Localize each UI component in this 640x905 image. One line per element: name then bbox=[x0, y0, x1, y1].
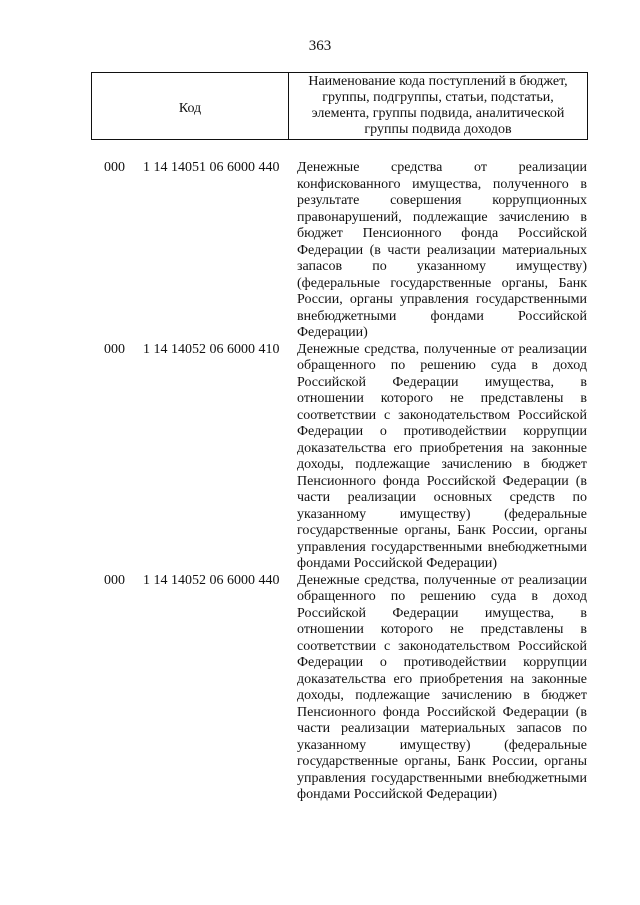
table-row bbox=[0, 160, 640, 342]
table-header bbox=[91, 72, 588, 140]
row-revenue-code: 1 14 14052 06 6000 440 bbox=[143, 572, 280, 588]
page-number: 363 bbox=[308, 38, 332, 54]
row-admin-code: 000 bbox=[104, 160, 125, 175]
row-revenue-code: 1 14 14052 06 6000 410 bbox=[143, 341, 280, 357]
row-admin-code: 000 bbox=[104, 341, 125, 357]
row-description: Денежные средства, полученные от реализации обращенного по решению суда в доход Российской Федерации имущества, в отношении которого не представлены в соответствии с законодательством Российской Федерации о противодействии коррупции доказательства его приобретения на законные доходы, подлежащие зачислению в бюджет Пенсионного фонда Российской Федерации (в части реализации основных средств по указанному имуществу) (федеральные государственные органы, Банк России, органы управления государственными внебюджетными фондами Российской Федерации) bbox=[297, 341, 587, 571]
table-row bbox=[0, 573, 640, 804]
row-admin-code: 000 bbox=[104, 572, 125, 588]
entries-list bbox=[0, 160, 640, 804]
row-description: Денежные средства от реализации конфискованного имущества, полученного в результате совершения коррупционных правонарушений, подлежащие зачислению в бюджет Пенсионного фонда Российской Федерации (в части реализации материальных запасов по указанному имуществу) (федеральные государственные органы, Банк России, органы управления государственными внебюджетными фондами Российской Федерации) bbox=[297, 160, 587, 340]
table-row bbox=[0, 342, 640, 573]
header-name-cell: Наименование кода поступлений в бюджет, группы, подгруппы, статьи, подстатьи, элемента, группы подвида, аналитической группы подвида доходов bbox=[308, 74, 568, 137]
row-description: Денежные средства, полученные от реализации обращенного по решению суда в доход Российской Федерации имущества, в отношении которого не представлены в соответствии с законодательством Российской Федерации о противодействии коррупции доказательства его приобретения на законные доходы, подлежащие зачислению в бюджет Пенсионного фонда Российской Федерации (в части реализации материальных запасов по указанному имуществу) (федеральные государственные органы, Банк России, органы управления государственными внебюджетными фондами Российской Федерации) bbox=[297, 572, 587, 802]
row-revenue-code: 1 14 14051 06 6000 440 bbox=[143, 160, 280, 175]
header-code-cell: Код bbox=[92, 73, 289, 139]
